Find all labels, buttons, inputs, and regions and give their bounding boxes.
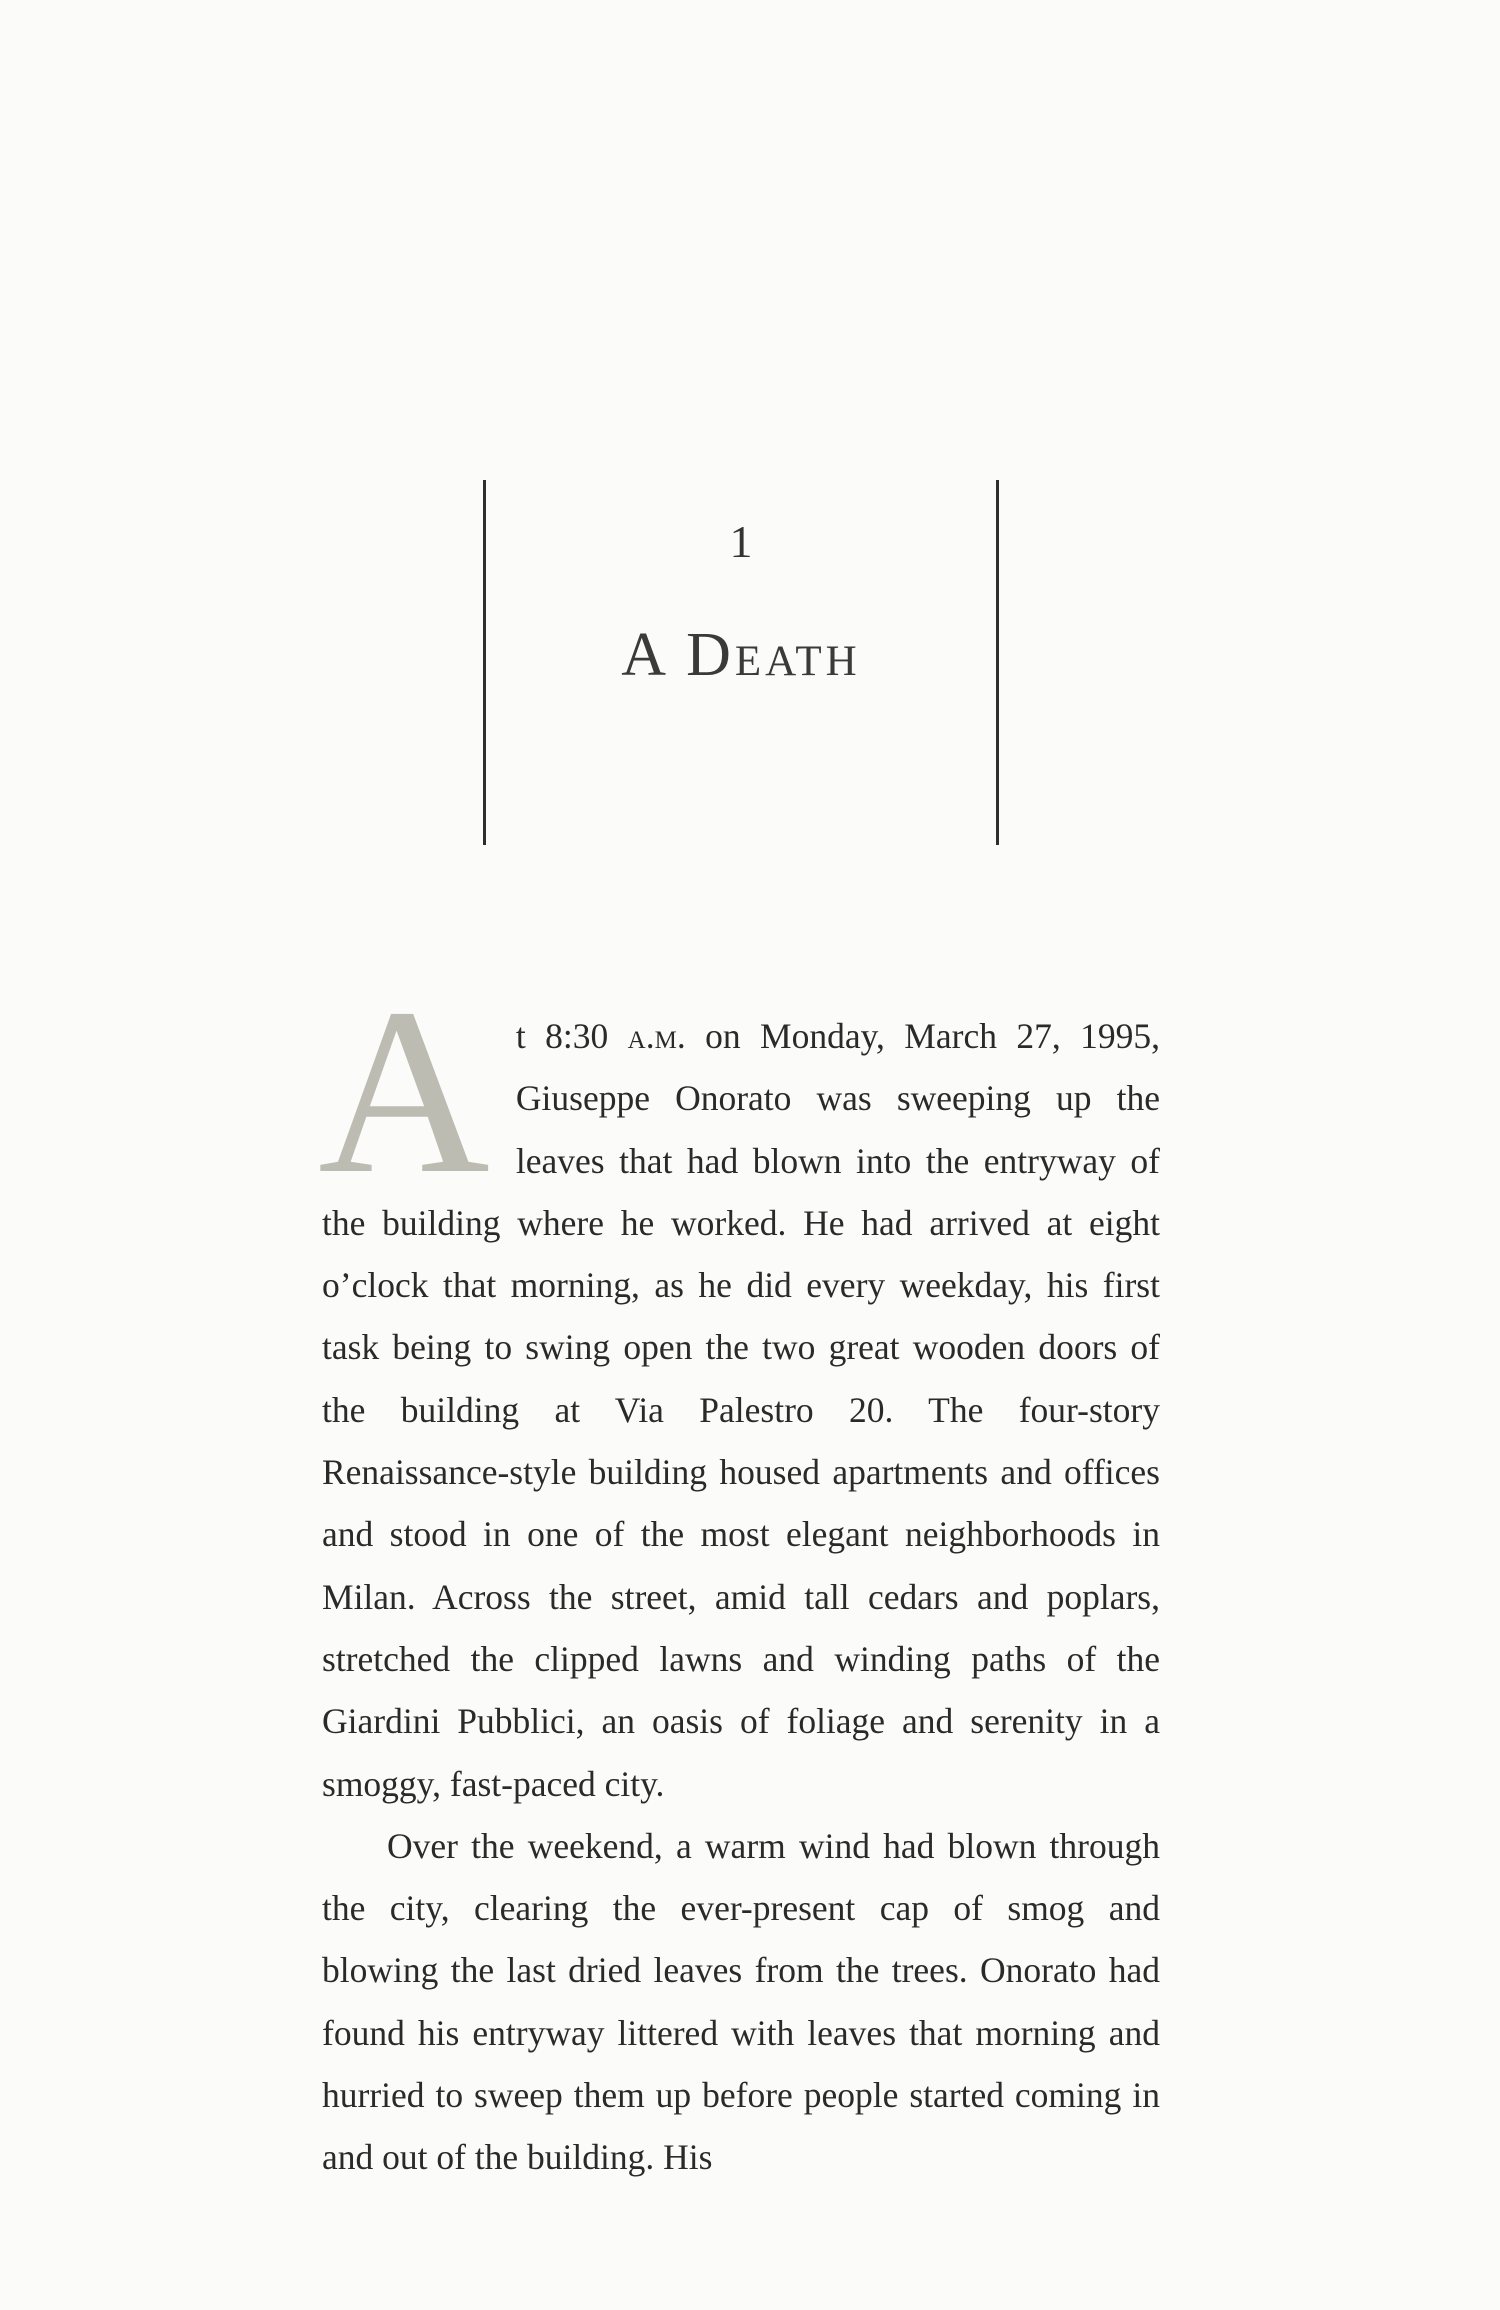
- paragraph-1-start: t 8:30: [515, 1016, 628, 1056]
- time-am: a.m.: [627, 1016, 686, 1056]
- paragraph-1-text: on Monday, March 27, 1995, Giuseppe Onorato was sweeping up the leaves that had blown into the entryway of the building where he worked. He had arrived at eight o’clock that morning, as he did every weekday, his first task being to swing open the two great wooden doors of the building at Via Palestro 20. The four-story Renaissance-style building housed apartments and offices and stood in one of the most elegant neighborhoods in Milan. Across the street, amid tall cedars and poplars, stretched the clipped lawns and winding paths of the Giardini Pubblici, an oasis of foliage and serenity in a smoggy, fast-paced city.: [322, 1016, 1160, 1804]
- drop-cap: A: [318, 960, 490, 1223]
- paragraph-2: Over the weekend, a warm wind had blown through the city, clearing the ever-present cap of smog and blowing the last dried leaves from the trees. Onorato had found his entryway littered with leaves that morning and hurried to sweep them up before people started coming in and out of the building. His: [322, 1825, 1160, 2178]
- chapter-number: 1: [729, 516, 753, 567]
- chapter-heading: [483, 480, 999, 845]
- chapter-body: [318, 960, 1160, 2189]
- chapter-title: A Death: [621, 621, 861, 689]
- paragraph-1: [318, 960, 1160, 1815]
